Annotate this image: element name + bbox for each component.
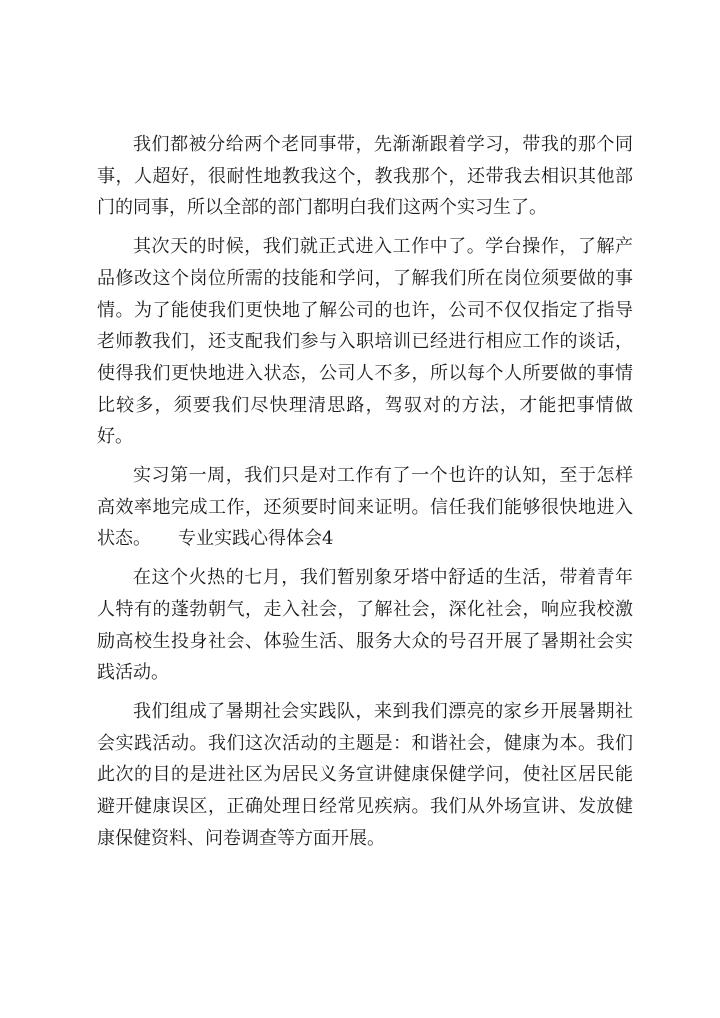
paragraph-1: 我们都被分给两个老同事带，先渐渐跟着学习，带我的那个同事，人超好，很耐性地教我这个，教我那个，还带我去相识其他部门的同事，所以全部的部门都明白我们这两个实习生了。	[97, 134, 633, 219]
paragraph-4: 在这个火热的七月，我们暂别象牙塔中舒适的生活，带着青年人特有的蓬勃朝气，走入社会，了解社会，深化社会，响应我校激励高校生投身社会、体验生活、服务大众的号召开展了暑期社会实践活动。	[97, 567, 633, 684]
paragraph-5: 我们组成了暑期社会实践队，来到我们漂亮的家乡开展暑期社会实践活动。我们这次活动的主题是：和谐社会，健康为本。我们此次的目的是进社区为居民义务宣讲健康保健学问，使社区居民能避开健康误区，正确处理日经常见疾病。我们从外场宣讲、发放健康保健资料、问卷调查等方面开展。	[97, 700, 633, 849]
paragraph-2: 其次天的时候，我们就正式进入工作中了。学台操作，了解产品修改这个岗位所需的技能和学问，了解我们所在岗位须要做的事情。为了能使我们更快地了解公司的也许，公司不仅仅指定了指导老师教我们，还支配我们参与入职培训已经进行相应工作的谈话，使得我们更快地进入状态，公司人不多，所以每个人所要做的事情比较多，须要我们尽快理清思路，驾驭对的方法，才能把事情做好。	[97, 236, 633, 448]
paragraph-3: 实习第一周，我们只是对工作有了一个也许的认知，至于怎样高效率地完成工作，还须要时间来证明。信任我们能够很快地进入状态。 专业实践心得体会4	[97, 465, 633, 550]
document-body	[97, 129, 633, 854]
